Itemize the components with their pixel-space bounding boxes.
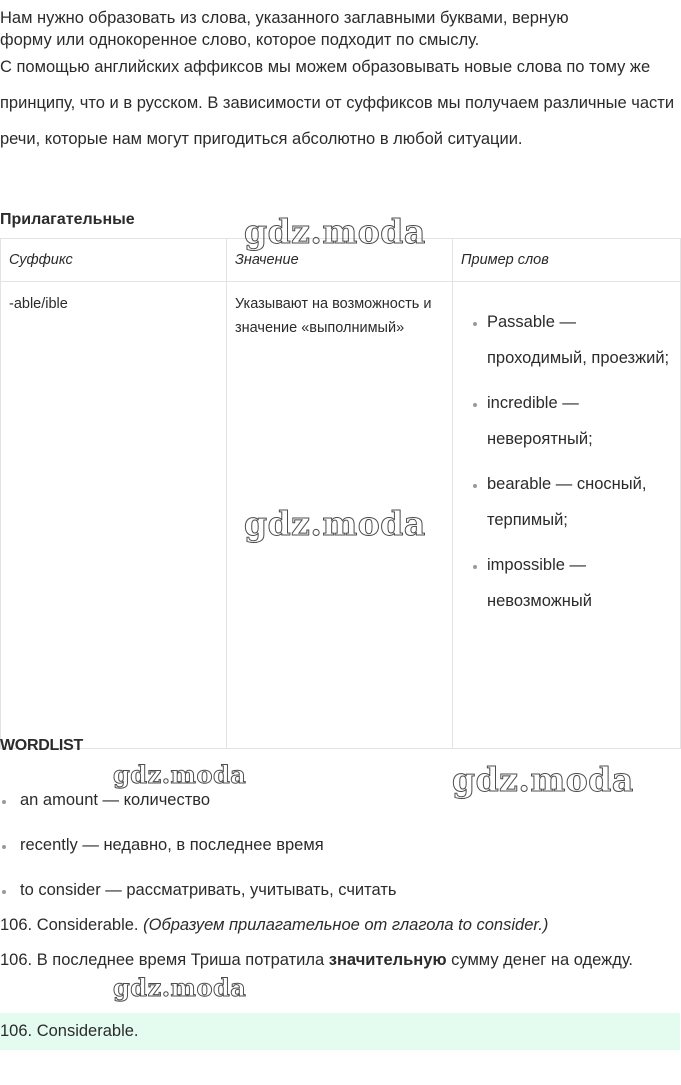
solution-note: (Образуем прилагательное от глагола to consider.): [143, 916, 549, 934]
list-item: • an amount — количество: [16, 782, 676, 818]
watermark-logo: gdz.moda: [244, 504, 426, 543]
wordlist-heading: WORDLIST: [0, 737, 83, 754]
list-item: • bearable — сносный, терпимый;: [487, 466, 672, 538]
solution-highlight: значительную: [328, 951, 447, 969]
watermark-logo: gdz.moda: [244, 212, 426, 251]
solution-text-after: сумму денег на одежду.: [446, 951, 634, 969]
list-item: • incredible — невероятный;: [487, 385, 672, 457]
examples-cell: [453, 282, 681, 749]
suffix-cell: -able/ible: [1, 282, 227, 749]
list-item: • to consider — рассматривать, учитывать, считать: [16, 872, 676, 908]
intro-paragraph: С помощью английских аффиксов мы можем образовывать новые слова по тому же принципу, что и в русском. В зависимости от суффиксов мы получаем различные части речи, которые нам могут пригодиться абсолютно в любой ситуации.: [0, 58, 675, 148]
list-item: • impossible — невозможный: [487, 547, 672, 619]
solution-word: 106. Considerable.: [0, 916, 144, 934]
wordlist-list: [0, 782, 676, 917]
solution-line-1: [0, 907, 680, 943]
list-item: • recently — недавно, в последнее время: [16, 827, 676, 863]
solution-text-before: 106. В последнее время Триша потратила: [0, 951, 329, 969]
column-header-suffix: Суффикс: [1, 239, 227, 282]
suffix-table: [0, 238, 681, 749]
answer-box: 106. Considerable.: [0, 1013, 680, 1050]
column-header-examples: Пример слов: [453, 239, 681, 282]
watermark-logo: gdz.moda: [452, 760, 634, 799]
intro-line-cut: форму или однокоренное слово, которое подходит по смыслу.: [0, 31, 480, 49]
watermark-logo: gdz.moda: [113, 973, 247, 1002]
meaning-cell: Указывают на возможность и значение «выполнимый»: [227, 282, 453, 749]
solution-line-2: [0, 942, 680, 978]
column-header-meaning: Значение: [227, 239, 453, 282]
intro-line: Нам нужно образовать из слова, указанного заглавными буквами, верную: [0, 9, 569, 27]
adjectives-heading: Прилагательные: [0, 211, 135, 228]
list-item: • Passable — проходимый, проезжий;: [487, 304, 672, 376]
watermark-logo: gdz.moda: [113, 760, 247, 789]
examples-list: [461, 304, 672, 619]
